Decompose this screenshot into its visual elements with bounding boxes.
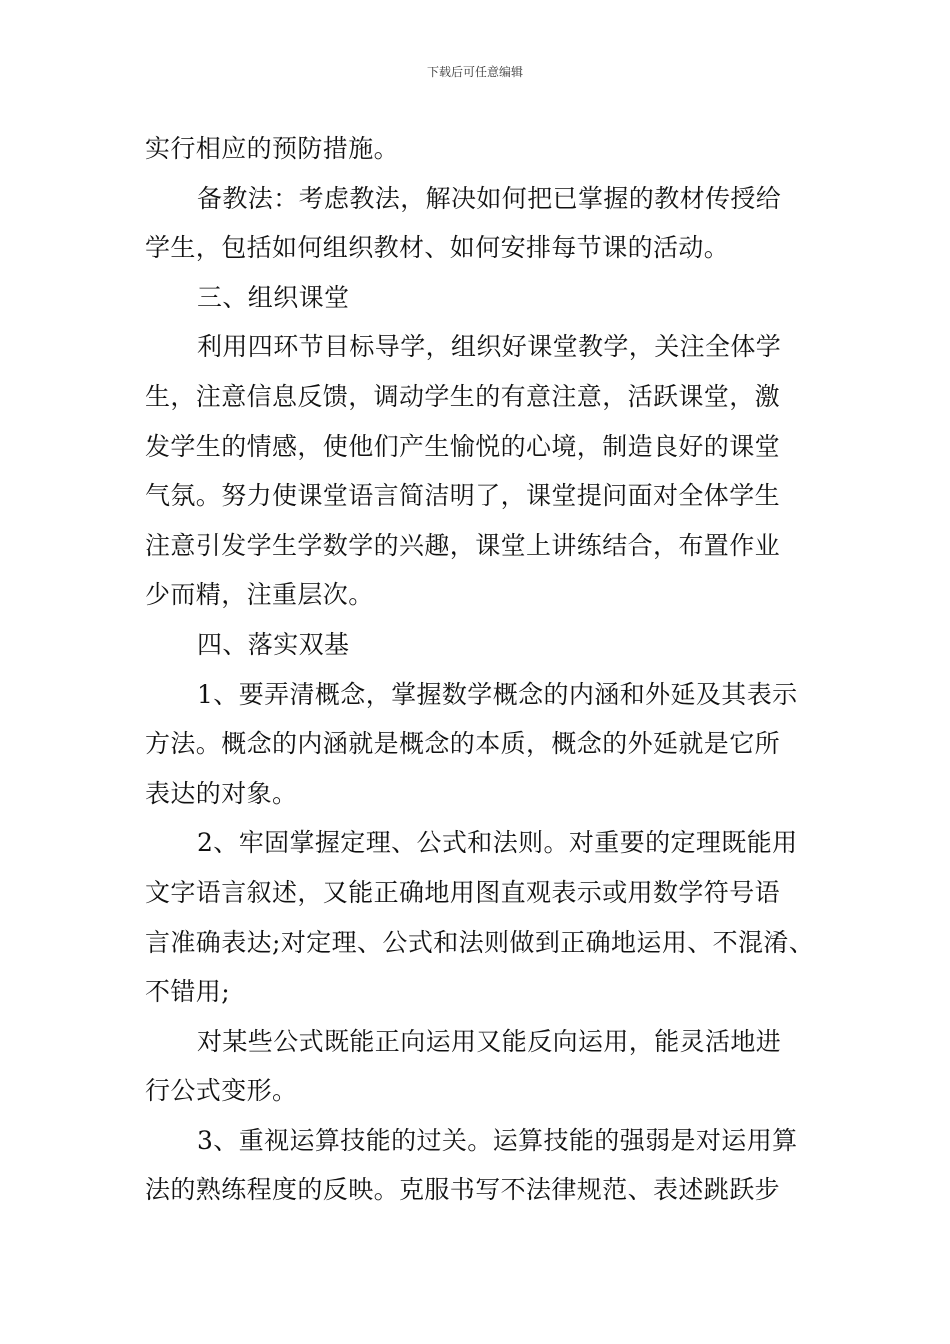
text-line: 3、重视运算技能的过关。运算技能的强弱是对运用算 [197, 1125, 798, 1155]
text-line: 2、牢固掌握定理、公式和法则。对重要的定理既能用 [197, 828, 798, 858]
text-line: 备教法：考虑教法，解决如何把已掌握的教材传授给 [197, 183, 782, 213]
text-line: 学生，包括如何组织教材、如何安排每节课的活动。 [145, 233, 730, 263]
text-line: 法的熟练程度的反映。克服书写不法律规范、表述跳跃步 [145, 1175, 781, 1205]
text-line: 实行相应的预防措施。 [145, 134, 400, 163]
text-line: 对某些公式既能正向运用又能反向运用，能灵活地进 [197, 1026, 782, 1056]
text-line: 言准确表达;对定理、公式和法则做到正确地运用、不混淆、 [145, 927, 815, 957]
text-line: 气氛。努力使课堂语言简洁明了，课堂提问面对全体学生 [145, 481, 781, 511]
text-line: 1、要弄清概念，掌握数学概念的内涵和外延及其表示 [197, 679, 798, 709]
page-header: 下载后可任意编辑 [426, 65, 523, 79]
text-line: 注意引发学生学数学的兴趣，课堂上讲练结合，布置作业 [145, 530, 781, 560]
text-line: 表达的对象。 [145, 778, 298, 808]
text-line: 行公式变形。 [145, 1076, 298, 1106]
text-line: 方法。概念的内涵就是概念的本质，概念的外延就是它所 [145, 729, 781, 759]
section-heading: 三、组织课堂 [197, 282, 350, 312]
text-line: 发学生的情感，使他们产生愉悦的心境，制造良好的课堂 [145, 431, 781, 461]
text-line: 利用四环节目标导学，组织好课堂教学，关注全体学 [197, 332, 782, 362]
text-line: 文字语言叙述，又能正确地用图直观表示或用数学符号语 [145, 877, 781, 907]
document-body [145, 124, 815, 1215]
section-heading: 四、落实双基 [197, 629, 350, 659]
text-line: 生，注意信息反馈，调动学生的有意注意，活跃课堂，激 [145, 381, 781, 411]
text-line: 少而精，注重层次。 [145, 580, 374, 610]
text-line: 不错用; [145, 977, 231, 1007]
